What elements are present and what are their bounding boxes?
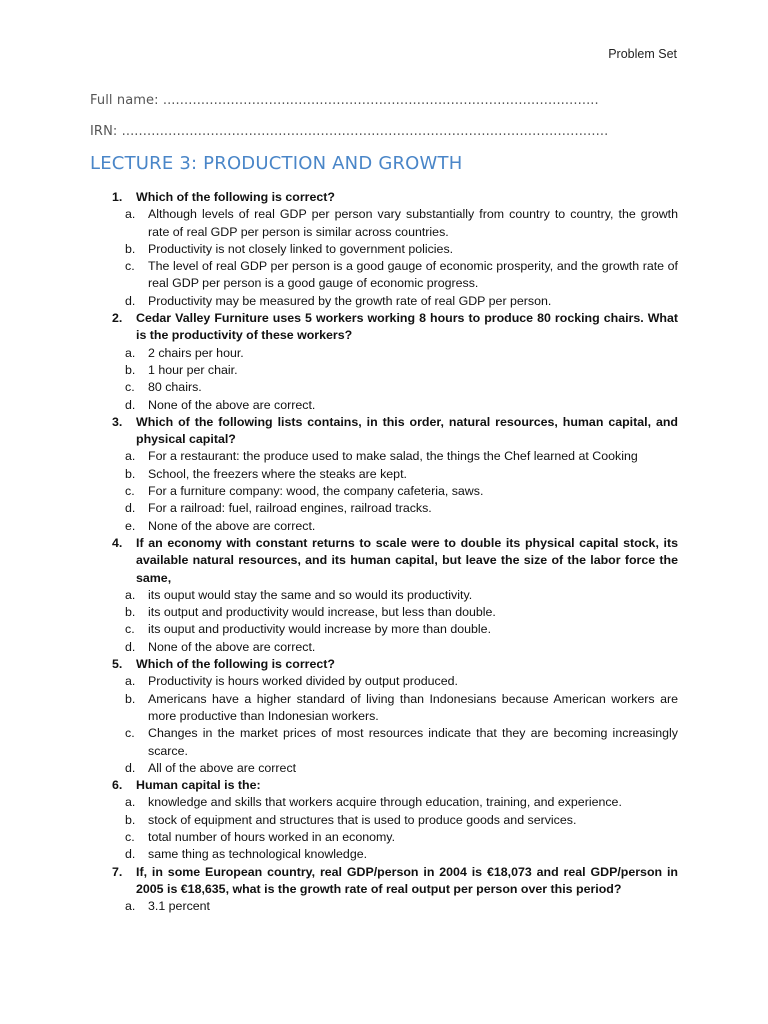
question-block [112,310,678,414]
option-text: None of the above are correct. [148,639,316,654]
option-text: All of the above are correct [148,760,297,775]
option-letter: c. [125,380,135,395]
question-stem [112,864,678,899]
answer-option [125,691,678,726]
answer-option [125,725,678,760]
answer-option [125,604,678,621]
answer-option [125,258,678,293]
option-text: its ouput would stay the same and so would its productivity. [148,587,473,602]
question-number: 6. [112,778,123,793]
header-label: Problem Set [608,47,677,61]
answer-option [125,397,678,414]
question-text: Cedar Valley Furniture uses 5 workers working 8 hours to produce 80 rocking chairs. What is the productivity of these workers? [136,311,678,343]
answer-option [125,206,678,241]
question-text: Which of the following lists contains, in this order, natural resources, human capital, and physical capital? [136,414,678,447]
option-letter: b. [125,691,136,706]
question-block [112,777,678,863]
answer-option [125,362,678,379]
question-number: 1. [112,190,123,204]
option-letter: c. [125,829,135,844]
answer-option [125,829,678,846]
question-stem [112,777,678,794]
option-text: None of the above are correct. [148,397,316,412]
option-letter: c. [125,726,135,741]
option-letter: b. [125,466,136,481]
option-text: its ouput and productivity would increase by more than double. [148,622,492,637]
option-text: For a railroad: fuel, railroad engines, railroad tracks. [148,501,432,516]
question-block [112,414,678,535]
option-letter: b. [125,241,136,256]
option-letter: c. [125,259,135,274]
option-text: Although levels of real GDP per person vary substantially from country to country, the growth rate of real GDP per person is similar across countries. [148,207,678,239]
question-text: Which of the following is correct? [136,657,335,672]
option-letter: a. [125,345,136,360]
answer-option [125,846,678,863]
option-text: None of the above are correct. [148,518,316,533]
option-letter: d. [125,639,136,654]
answer-option [125,794,678,811]
question-text: Which of the following is correct? [136,190,335,204]
question-number: 3. [112,414,123,429]
answer-option [125,518,678,535]
question-text: If an economy with constant returns to scale were to double its physical capital stock, its available natural resources, and its human capital, but leave the size of the labor force the same, [136,535,678,585]
question-text: If, in some European country, real GDP/person in 2004 is €18,073 and real GDP/person in 2005 is €18,635, what is the growth rate of real output per person over this period? [136,864,678,896]
option-text: School, the freezers where the steaks are kept. [148,466,407,481]
question-block [112,189,678,310]
option-letter: d. [125,501,136,516]
option-letter: b. [125,362,136,377]
option-text: Americans have a higher standard of living than Indonesians because American workers are more productive than Indonesian workers. [148,691,678,723]
answer-option [125,898,678,915]
answer-option [125,345,678,362]
answer-option [125,621,678,638]
question-list [112,189,678,915]
option-letter: d. [125,847,136,862]
answer-option [125,241,678,258]
page-title: LECTURE 3: PRODUCTION AND GROWTH [90,153,463,174]
question-text: Human capital is the: [136,778,261,793]
answer-option [125,812,678,829]
answer-option [125,760,678,777]
option-text: Productivity may be measured by the growth rate of real GDP per person. [148,293,552,308]
option-text: knowledge and skills that workers acquire through education, training, and experience. [148,795,622,810]
option-letter: e. [125,518,136,533]
option-text: Productivity is hours worked divided by output produced. [148,674,458,689]
option-letter: c. [125,622,135,637]
question-stem [112,656,678,673]
option-text: 2 chairs per hour. [148,345,244,360]
option-text: same thing as technological knowledge. [148,847,368,862]
option-text: For a furniture company: wood, the company cafeteria, saws. [148,484,484,499]
question-block [112,535,678,656]
option-text: 1 hour per chair. [148,362,238,377]
answer-option [125,293,678,310]
question-stem [112,310,678,345]
option-text: Productivity is not closely linked to government policies. [148,241,454,256]
question-block [112,656,678,777]
option-letter: a. [125,674,136,689]
question-number: 5. [112,657,123,672]
option-letter: d. [125,293,136,308]
answer-option [125,379,678,396]
option-text: its output and productivity would increase, but less than double. [148,605,496,620]
option-letter: d. [125,760,136,775]
answer-option [125,466,678,483]
option-letter: b. [125,605,136,620]
option-letter: a. [125,795,136,810]
option-letter: a. [125,899,136,914]
option-text: The level of real GDP per person is a good gauge of economic prosperity, and the growth rate of real GDP per person is a good gauge of economic progress. [148,259,678,291]
option-letter: c. [125,484,135,499]
option-letter: a. [125,449,136,464]
option-letter: a. [125,207,136,222]
question-number: 2. [112,311,123,326]
option-text: Changes in the market prices of most resources indicate that they are becoming increasingly scarce. [148,726,678,758]
option-text: stock of equipment and structures that is used to produce goods and services. [148,812,577,827]
option-text: 80 chairs. [148,380,202,395]
question-number: 7. [112,864,123,879]
answer-option [125,500,678,517]
question-block [112,864,678,916]
answer-option [125,448,678,465]
answer-option [125,639,678,656]
answer-option [125,673,678,690]
option-letter: d. [125,397,136,412]
question-stem [112,414,678,449]
answer-option [125,587,678,604]
option-letter: b. [125,812,136,827]
irn-field[interactable]: IRN: ................................................................................................................... [90,124,609,139]
question-stem [112,535,678,587]
option-text: 3.1 percent [148,899,210,914]
option-letter: a. [125,587,136,602]
option-text: total number of hours worked in an economy. [148,829,396,844]
option-text: For a restaurant: the produce used to make salad, the things the Chef learned at Cooking [148,449,638,464]
question-number: 4. [112,535,123,550]
full-name-field[interactable]: Full name: ....................................................................................................... [90,93,599,108]
question-stem [112,189,678,206]
answer-option [125,483,678,500]
